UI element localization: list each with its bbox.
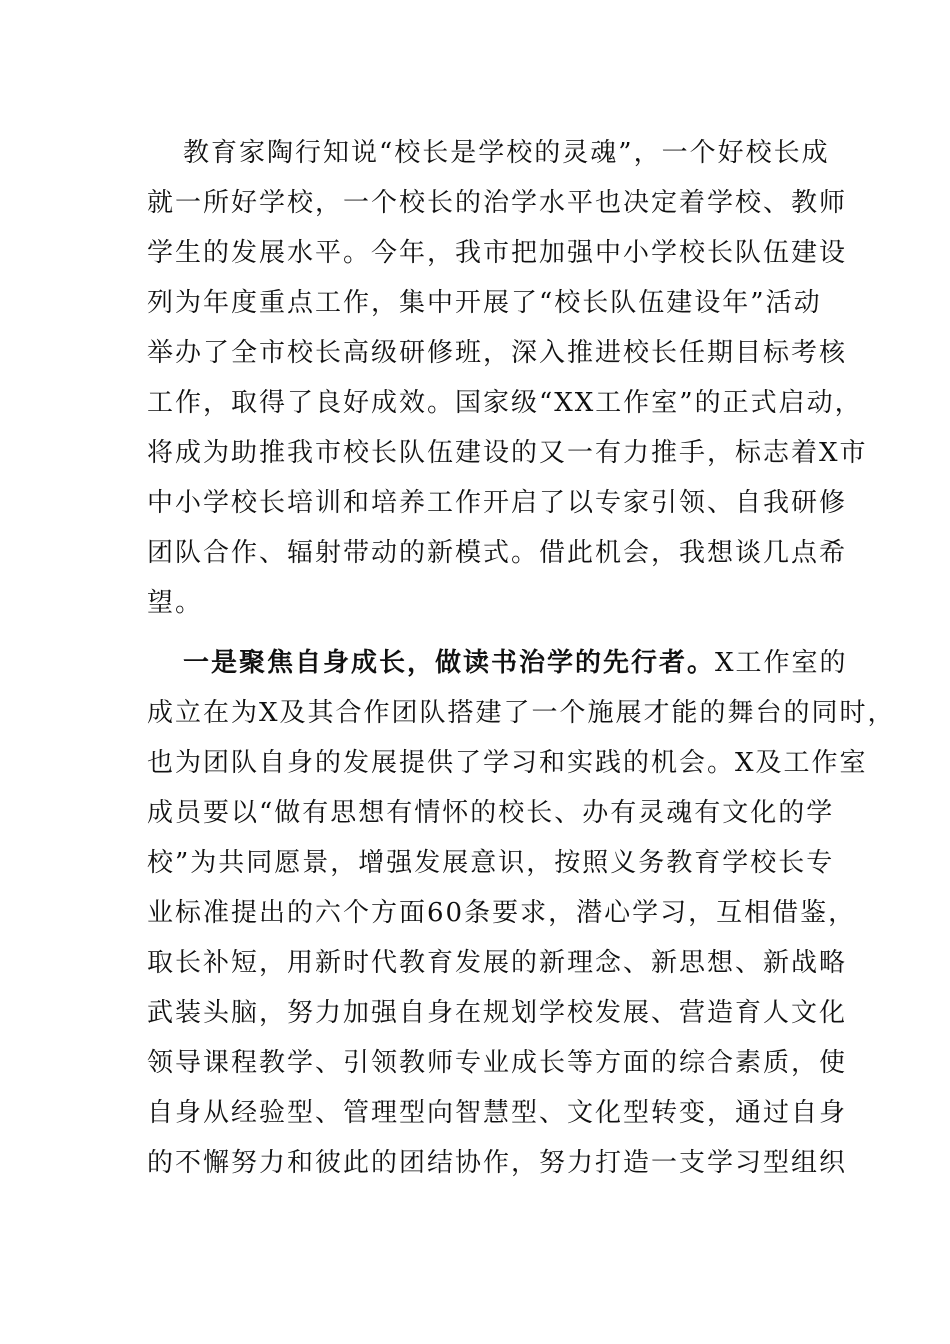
- paragraph-line: 望。: [147, 588, 204, 618]
- paragraph-line: 的不懈努力和彼此的团结协作，努力打造一支学习型组织: [147, 1148, 848, 1178]
- paragraph-line: 成立在为X及其合作团队搭建了一个施展才能的舞台的同时，: [147, 698, 896, 728]
- paragraph-line: 举办了全市校长高级研修班，深入推进校长任期目标考核: [147, 338, 848, 368]
- paragraph-line: 领导课程教学、引领教师专业成长等方面的综合素质，使: [147, 1048, 848, 1078]
- paragraph-line: 教育家陶行知说“校长是学校的灵魂”，一个好校长成: [183, 138, 830, 168]
- paragraph-line: 取长补短，用新时代教育发展的新理念、新思想、新战略: [147, 948, 848, 978]
- paragraph-text: X工作室的: [715, 648, 848, 678]
- paragraph-line: 就一所好学校，一个校长的治学水平也决定着学校、教师: [147, 188, 848, 218]
- paragraph-line: 团队合作、辐射带动的新模式。借此机会，我想谈几点希: [147, 538, 848, 568]
- paragraph-line: 校”为共同愿景，增强发展意识，按照义务教育学校长专: [147, 848, 835, 878]
- paragraph-line: 也为团队自身的发展提供了学习和实践的机会。X及工作室: [147, 748, 868, 778]
- paragraph-line: 将成为助推我市校长队伍建设的又一有力推手，标志着X市: [147, 438, 868, 468]
- paragraph-first-line: [183, 645, 863, 681]
- paragraph-line: 学生的发展水平。今年，我市把加强中小学校长队伍建设: [147, 238, 848, 268]
- paragraph-line: 成员要以“做有思想有情怀的校长、办有灵魂有文化的学: [147, 798, 835, 828]
- paragraph-line: 工作，取得了良好成效。国家级“XX工作室”的正式启动，: [147, 388, 863, 418]
- paragraph-line: 中小学校长培训和培养工作开启了以专家引领、自我研修: [147, 488, 848, 518]
- paragraph-line: 武装头脑，努力加强自身在规划学校发展、营造育人文化: [147, 998, 848, 1028]
- paragraph-line: 列为年度重点工作，集中开展了“校长队伍建设年”活动: [147, 288, 822, 318]
- section-heading: 一是聚焦自身成长，做读书治学的先行者。: [183, 648, 716, 678]
- paragraph-line: 业标准提出的六个方面60条要求，潜心学习，互相借鉴，: [147, 898, 857, 928]
- paragraph-line: 自身从经验型、管理型向智慧型、文化型转变，通过自身: [147, 1098, 848, 1128]
